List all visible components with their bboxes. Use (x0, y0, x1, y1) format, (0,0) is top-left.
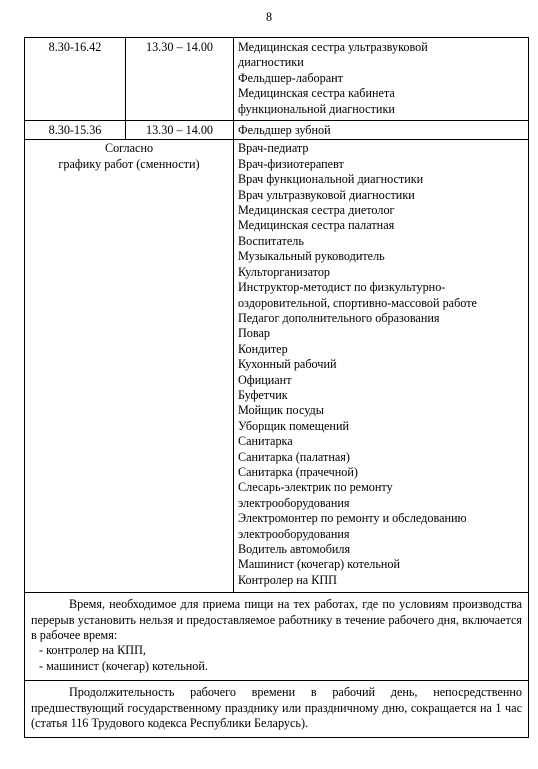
table-row (25, 121, 529, 140)
break-time-cell: 13.30 – 14.00 (126, 121, 234, 140)
work-schedule-table (24, 37, 529, 738)
table-row (25, 681, 529, 738)
position-item: Санитарка (палатная) (238, 449, 350, 464)
position-item: Электромонтер по ремонту и обследованию (238, 511, 467, 526)
work-time-cell: 8.30-15.36 (25, 121, 126, 140)
position-item: Фельдшер зубной (238, 123, 331, 138)
positions-cell (234, 140, 529, 593)
position-item: Музыкальный руководитель (238, 249, 385, 264)
meal-note-text: Время, необходимое для приема пищи на тех работах, где по условиям производства перерыв установить нельзя и предоставляемое работнику в течение рабочего дня, включается в рабочее время: (31, 597, 522, 643)
position-item: Культорганизатор (238, 264, 331, 279)
positions-cell (234, 38, 529, 121)
work-time-cell: 8.30-16.42 (25, 38, 126, 121)
shift-schedule-cell (25, 140, 234, 593)
position-item: Воспитатель (238, 233, 304, 248)
position-item: Инструктор-методист по физкультурно- (238, 280, 446, 295)
position-item: электрооборудования (238, 495, 350, 510)
schedule-line: графику работ (сменности) (58, 156, 200, 171)
positions-cell (234, 121, 529, 140)
position-item: Медицинская сестра кабинета (238, 86, 395, 101)
position-item: Медицинская сестра диетолог (238, 203, 395, 218)
position-item: Буфетчик (238, 387, 288, 402)
position-item: Мойщик посуды (238, 403, 324, 418)
position-item: Медицинская сестра палатная (238, 218, 395, 233)
position-item: Врач функциональной диагностики (238, 172, 424, 187)
position-item: Педагог дополнительного образования (238, 310, 440, 325)
schedule-line: Согласно (104, 141, 154, 156)
position-item: Кухонный рабочий (238, 357, 337, 372)
position-item: Санитарка (238, 434, 293, 449)
position-item: Повар (238, 326, 270, 341)
position-item: Врач ультразвуковой диагностики (238, 187, 415, 202)
position-item: Машинист (кочегар) котельной (238, 557, 401, 572)
position-item: Официант (238, 372, 292, 387)
position-item: диагностики (238, 55, 304, 70)
position-item: Слесарь-электрик по ремонту (238, 480, 393, 495)
position-item: функциональной диагностики (238, 101, 395, 116)
position-item: электрооборудования (238, 526, 350, 541)
position-item: Водитель автомобиля (238, 542, 351, 556)
position-item: Врач-педиатр (238, 141, 309, 156)
position-item: оздоровительной, спортивно-массовой работе (238, 295, 477, 310)
position-item: Уборщик помещений (238, 418, 349, 433)
meal-note-item: - машинист (кочегар) котельной. (39, 658, 208, 673)
table-row (25, 593, 529, 681)
position-item: Врач-физиотерапевт (238, 156, 344, 171)
holiday-note-text: Продолжительность рабочего времени в рабочий день, непосредственно предшествующий государственному празднику или праздничному дню, сокращается на 1 час (статья 116 Трудового кодекса Республики Беларусь). (31, 685, 522, 731)
position-item: Фельдшер-лаборант (238, 70, 343, 85)
position-item: Медицинская сестра ультразвуковой (238, 40, 428, 54)
position-item: Санитарка (прачечной) (238, 464, 358, 479)
position-item: Контролер на КПП (238, 572, 337, 587)
position-item: Кондитер (238, 341, 288, 356)
meal-note-item: - контролер на КПП, (39, 643, 146, 658)
holiday-note (25, 681, 529, 738)
table-row (25, 140, 529, 593)
break-time-cell: 13.30 – 14.00 (126, 38, 234, 121)
meal-time-note (25, 593, 529, 681)
page-number: 8 (265, 10, 273, 24)
table-row (25, 38, 529, 121)
